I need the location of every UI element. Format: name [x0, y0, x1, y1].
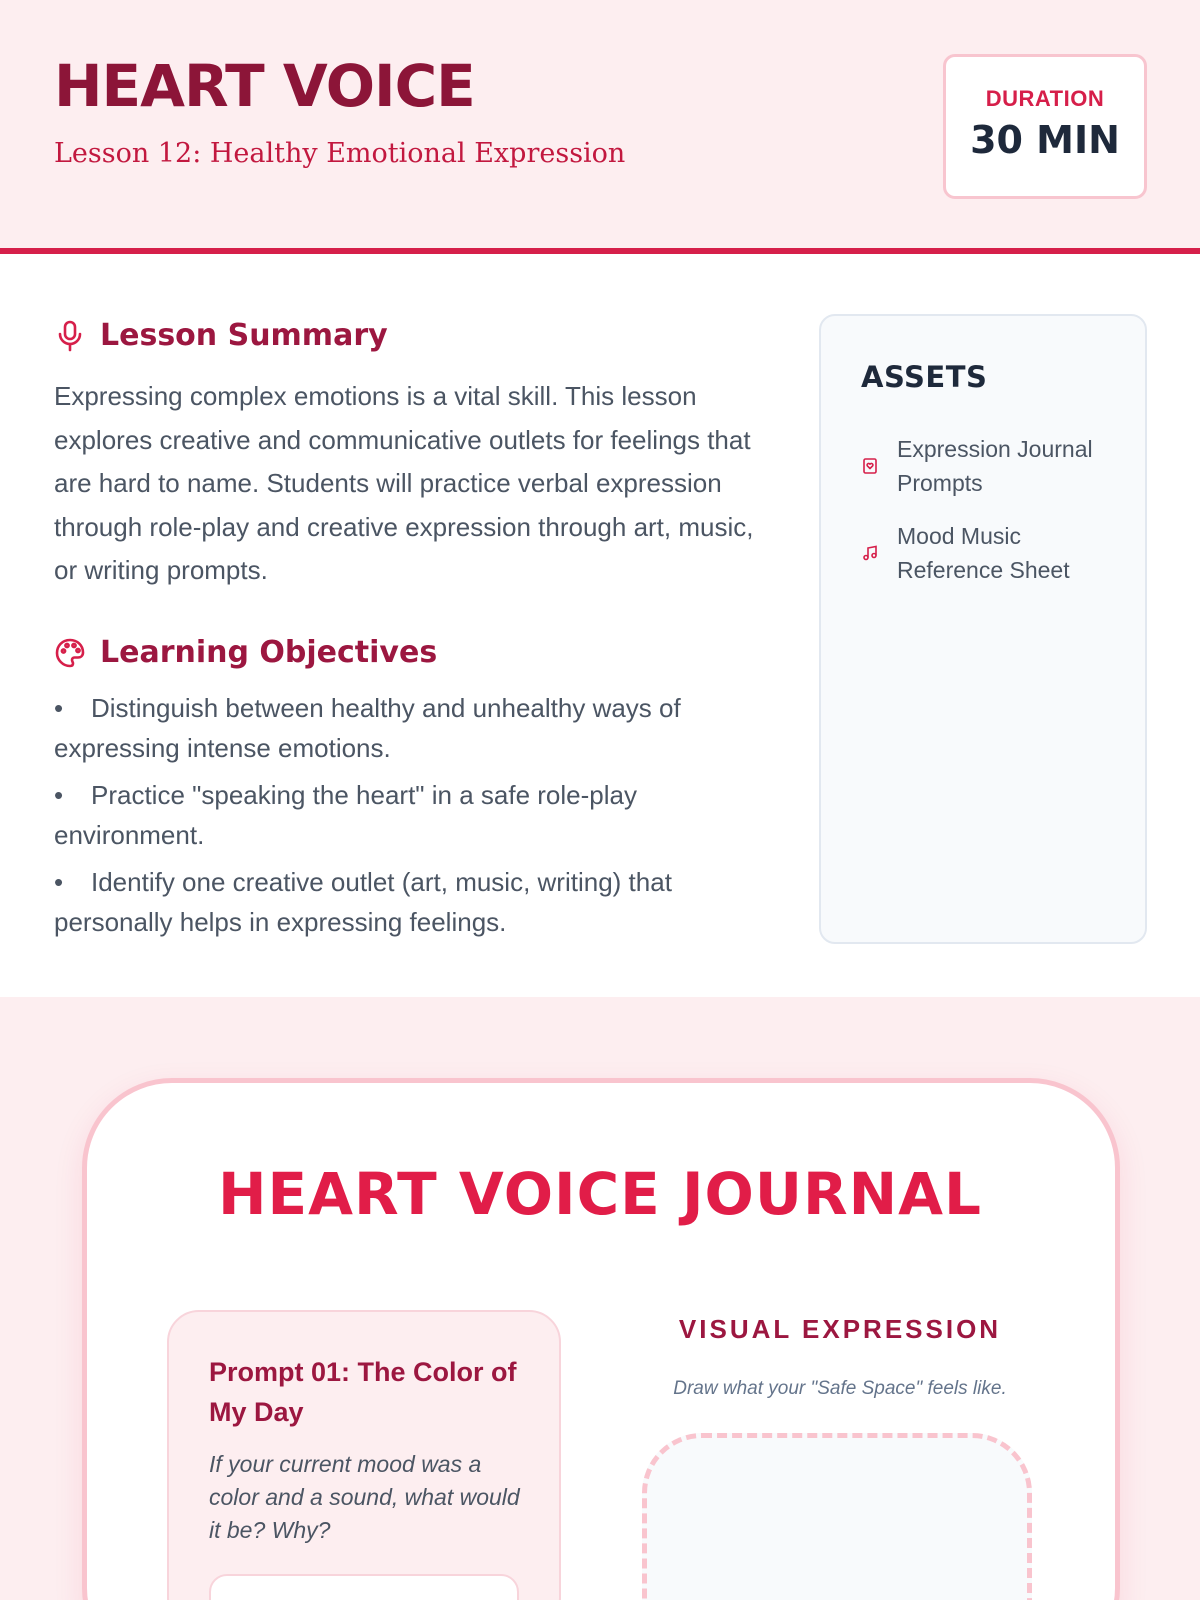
asset-label: Mood Music Reference Sheet — [897, 523, 1070, 583]
prompt-answer-field[interactable] — [209, 1574, 519, 1600]
music-note-icon — [861, 544, 879, 562]
summary-heading-label: Lesson Summary — [100, 318, 388, 353]
objectives-heading-label: Learning Objectives — [100, 635, 438, 670]
objectives-heading — [54, 635, 437, 670]
drawing-area[interactable] — [642, 1433, 1032, 1600]
duration-label: DURATION — [985, 86, 1105, 111]
assets-title: ASSETS — [861, 360, 988, 394]
list-item: • Practice "speaking the heart" in a safe role-play environment. — [54, 775, 764, 855]
visual-expression-title: VISUAL EXPRESSION — [678, 1314, 1002, 1344]
prompt-question: If your current mood was a color and a sound, what would it be? Why? — [209, 1451, 520, 1543]
visual-expression-hint: Draw what your "Safe Space" feels like. — [673, 1378, 1007, 1399]
asset-label: Expression Journal Prompts — [897, 436, 1093, 496]
lesson-subtitle: Lesson 12: Healthy Emotional Expression — [54, 138, 626, 169]
journal-icon — [861, 457, 879, 475]
summary-heading — [54, 318, 388, 353]
summary-text: Expressing complex emotions is a vital skill. This lesson explores creative and communicative outlets for feelings that are hard to name. Students will practice verbal expression through role-play and creative expression through art, music, or writing prompts. — [54, 381, 754, 585]
journal-title: HEART VOICE JOURNAL — [217, 1160, 983, 1228]
objectives-list — [54, 688, 764, 949]
asset-item-journal-prompts[interactable] — [861, 432, 1097, 500]
asset-item-mood-music[interactable] — [861, 519, 1097, 587]
list-item: • Identify one creative outlet (art, music, writing) that personally helps in expressing feelings. — [54, 862, 764, 942]
prompt-title: Prompt 01: The Color of My Day — [209, 1357, 517, 1427]
page-title: HEART VOICE — [54, 52, 475, 120]
list-item: • Distinguish between healthy and unhealthy ways of expressing intense emotions. — [54, 688, 764, 768]
palette-icon — [54, 637, 86, 669]
duration-badge — [943, 54, 1147, 199]
assets-panel — [819, 314, 1147, 944]
microphone-icon — [54, 320, 86, 352]
lesson-header — [0, 0, 1200, 254]
prompt-card — [167, 1310, 561, 1600]
duration-value: 30 MIN — [970, 118, 1120, 162]
